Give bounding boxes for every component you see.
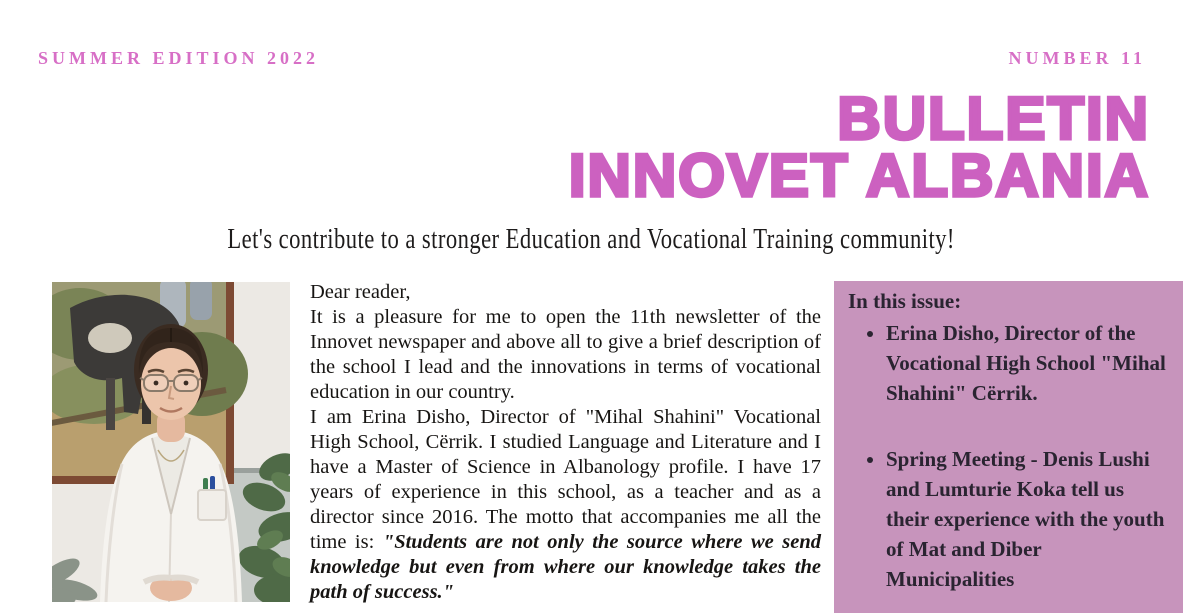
newsletter-title-line2: INNOVET ALBANIA bbox=[568, 142, 1150, 209]
newsletter-title bbox=[568, 85, 1150, 209]
edition-label: SUMMER EDITION 2022 bbox=[38, 48, 320, 68]
tagline-text: Let's contribute to a stronger Education and Vocational Training community! bbox=[227, 223, 956, 255]
tagline-row bbox=[0, 223, 1183, 253]
issue-number-label: NUMBER 11 bbox=[1008, 48, 1146, 68]
in-this-issue-box bbox=[834, 281, 1183, 613]
issue-item-erina-disho: • Erina Disho, Director of the Vocational High School "Mihal Shahini" Cërrik. bbox=[886, 318, 1167, 408]
issue-contents-list bbox=[848, 318, 1167, 594]
letter-paragraph-2-intro: I am Erina Disho, Director of "Mihal Shahini" Vocational High School, Cërrik. I studied Language and Literature and I have a Master of Science in Albanology profile. I have 17 years of experience in this school, as a teacher and as a director since 2016. The motto that accompanies me all the time is: bbox=[310, 406, 821, 553]
director-letter bbox=[310, 280, 821, 605]
in-this-issue-heading: In this issue: bbox=[848, 289, 962, 313]
director-motto-quote: "Students are not only the source where we send knowledge but even from where our knowledge takes the path of success." bbox=[310, 531, 821, 603]
letter-salutation: Dear reader, bbox=[310, 281, 411, 303]
director-portrait-illustration bbox=[52, 282, 290, 602]
letter-paragraph-2 bbox=[310, 405, 821, 605]
newsletter-title-line1: BULLETIN bbox=[837, 85, 1150, 152]
letter-paragraph-1: It is a pleasure for me to open the 11th newsletter of the Innovet newspaper and above all to give a brief description of the school I lead and the innovations in terms of vocational education in our country. bbox=[310, 306, 821, 403]
director-portrait-photo bbox=[52, 282, 290, 602]
issue-item-spring-meeting: • Spring Meeting - Denis Lushi and Lumturie Koka tell us their experience with the youth of Mat and Diber Municipalities bbox=[886, 444, 1167, 594]
